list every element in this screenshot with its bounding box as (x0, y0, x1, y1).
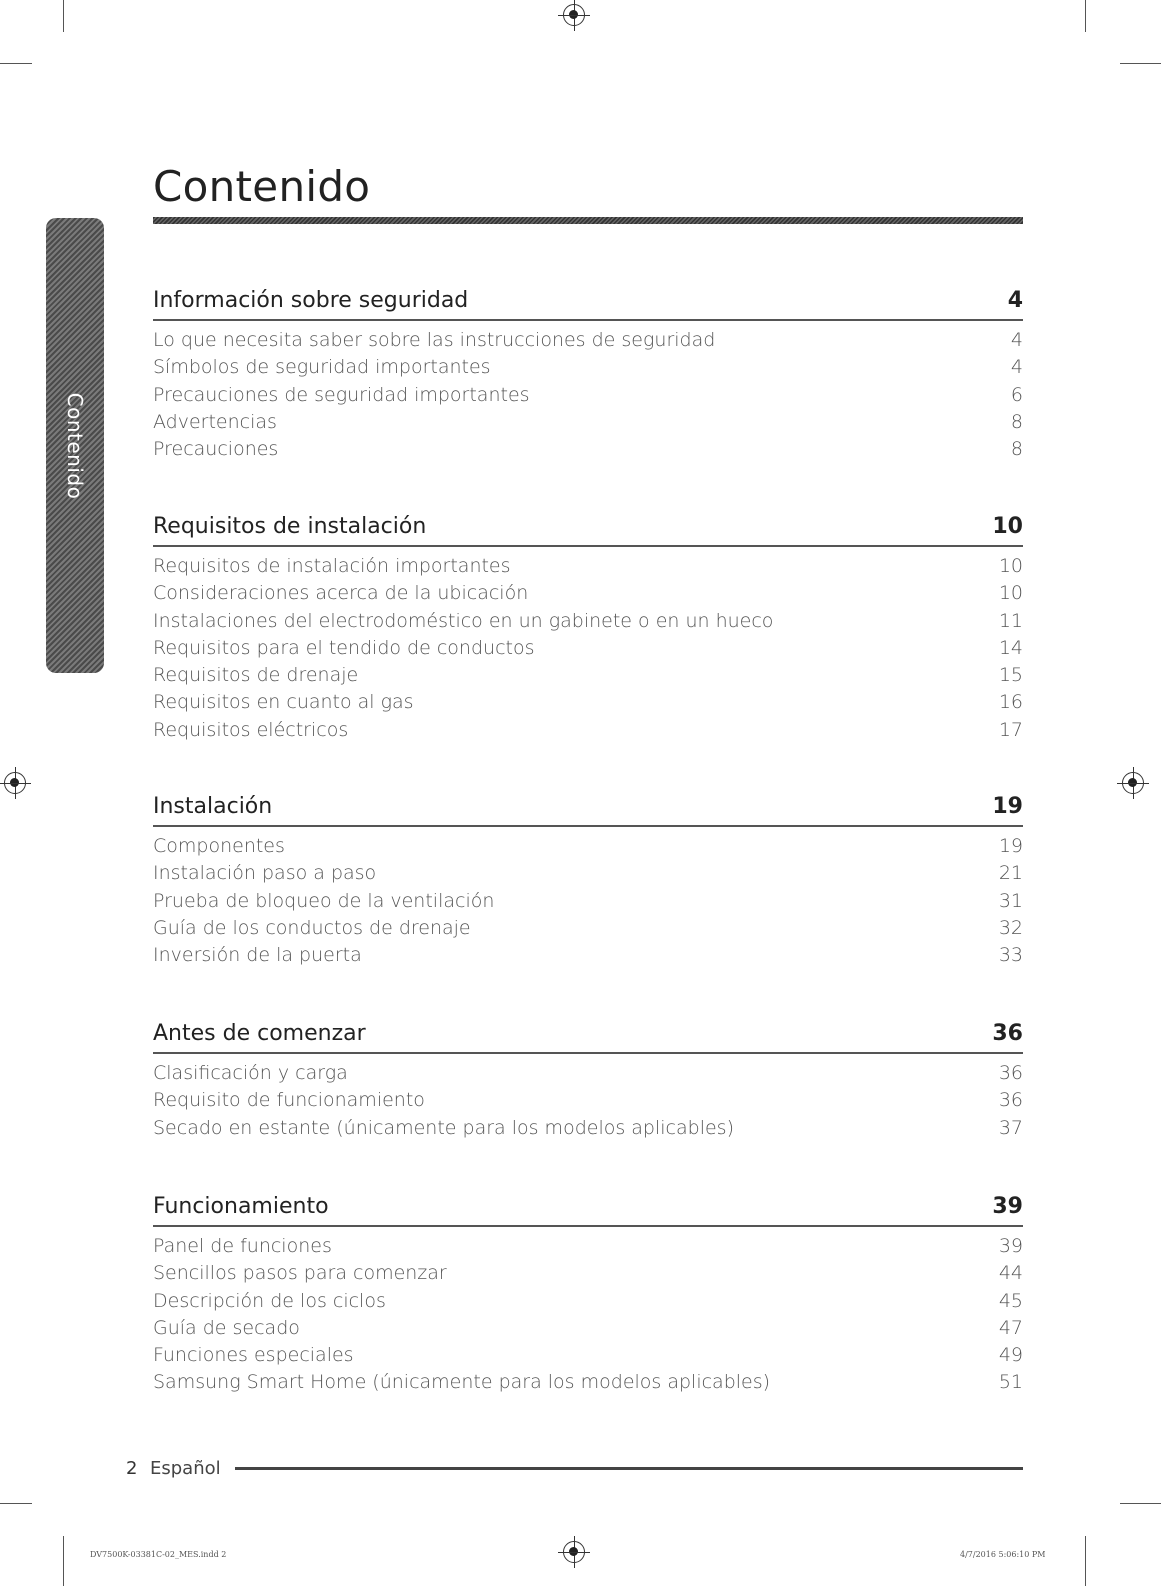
page-footer (126, 1458, 1023, 1479)
toc-entry[interactable] (153, 580, 1023, 607)
entry-label: Símbolos de seguridad importantes (153, 356, 491, 379)
section-title: Requisitos de instalación (153, 514, 427, 539)
entry-page: 4 (1010, 329, 1023, 351)
entry-page: 17 (998, 718, 1023, 741)
entry-label: Consideraciones acerca de la ubicación (153, 582, 529, 605)
toc-entry[interactable] (153, 1342, 1023, 1369)
entry-label: Lo que necesita saber sobre las instrucciones de seguridad (153, 329, 716, 351)
crop-mark (1085, 1536, 1086, 1586)
toc-entry[interactable] (153, 1369, 1023, 1396)
entry-page: 11 (998, 609, 1023, 632)
section-title: Antes de comenzar (153, 1021, 366, 1046)
entry-page: 19 (998, 835, 1023, 857)
toc-section-funcionamiento (153, 1192, 1023, 1397)
entry-page: 16 (998, 691, 1023, 714)
entry-page: 33 (998, 944, 1023, 967)
entry-page: 10 (998, 582, 1023, 605)
toc-entry[interactable] (153, 717, 1023, 744)
toc-entry[interactable] (153, 1233, 1023, 1260)
entry-label: Guía de los conductos de drenaje (153, 916, 471, 939)
section-page: 36 (992, 1021, 1023, 1046)
toc-entry[interactable] (153, 327, 1023, 354)
toc-entry[interactable] (153, 608, 1023, 635)
side-tab-label: Contenido (63, 392, 87, 499)
entry-label: Secado en estante (únicamente para los modelos aplicables) (153, 1116, 734, 1139)
crop-mark (63, 0, 64, 32)
entry-page: 4 (1010, 356, 1023, 379)
entry-label: Requisitos de drenaje (153, 664, 359, 687)
crop-mark (1120, 63, 1161, 64)
title-rule (153, 217, 1023, 224)
toc-section-requisitos (153, 512, 1023, 744)
entry-label: Funciones especiales (153, 1344, 354, 1367)
entry-page: 36 (998, 1089, 1023, 1112)
toc-entry[interactable] (153, 382, 1023, 409)
crop-mark (63, 1536, 64, 1586)
toc-entry[interactable] (153, 409, 1023, 436)
entry-label: Precauciones (153, 438, 279, 461)
entry-page: 21 (998, 862, 1023, 885)
entry-page: 8 (1010, 438, 1023, 461)
entry-page: 39 (998, 1235, 1023, 1257)
entry-label: Componentes (153, 835, 285, 857)
section-header[interactable] (153, 1019, 1023, 1054)
entry-label: Requisitos para el tendido de conductos (153, 636, 535, 659)
entry-page: 6 (1010, 383, 1023, 406)
entry-label: Requisito de funcionamiento (153, 1089, 425, 1112)
entry-label: Instalaciones del electrodoméstico en un gabinete o en un hueco (153, 609, 774, 632)
toc-entry[interactable] (153, 1087, 1023, 1114)
toc-entry[interactable] (153, 1115, 1023, 1142)
section-header[interactable] (153, 792, 1023, 827)
entry-page: 8 (1010, 410, 1023, 433)
entry-label: Advertencias (153, 410, 277, 433)
print-slug-file: DV7500K-03381C-02_MES.indd 2 (90, 1550, 227, 1559)
toc-entry[interactable] (153, 942, 1023, 969)
registration-mark-icon (563, 1541, 585, 1563)
entry-label: Inversión de la puerta (153, 944, 362, 967)
print-slug-timestamp: 4/7/2016 5:06:10 PM (960, 1550, 1046, 1559)
entry-label: Guía de secado (153, 1316, 300, 1339)
toc-entry[interactable] (153, 635, 1023, 662)
section-header[interactable] (153, 1192, 1023, 1227)
section-page: 4 (1007, 288, 1023, 313)
crop-mark (1120, 1503, 1161, 1504)
footer-rule (235, 1467, 1023, 1470)
toc-entry[interactable] (153, 888, 1023, 915)
entry-page: 47 (998, 1316, 1023, 1339)
page-number: 2 (126, 1458, 138, 1479)
entry-page: 49 (998, 1344, 1023, 1367)
toc-entry[interactable] (153, 436, 1023, 463)
crop-mark (0, 63, 32, 64)
entry-page: 15 (998, 664, 1023, 687)
section-title: Información sobre seguridad (153, 288, 469, 313)
footer-language: Español (150, 1458, 221, 1479)
entry-page: 14 (998, 636, 1023, 659)
section-title: Funcionamiento (153, 1194, 329, 1219)
entry-page: 44 (998, 1262, 1023, 1285)
entry-label: Instalación paso a paso (153, 862, 377, 885)
entry-label: Prueba de bloqueo de la ventilación (153, 889, 495, 912)
section-header[interactable] (153, 286, 1023, 321)
toc-entry[interactable] (153, 915, 1023, 942)
entry-page: 32 (998, 916, 1023, 939)
toc-entry[interactable] (153, 354, 1023, 381)
entry-label: Panel de funciones (153, 1235, 332, 1257)
toc-entry[interactable] (153, 689, 1023, 716)
entry-label: Requisitos eléctricos (153, 718, 349, 741)
entry-page: 51 (998, 1371, 1023, 1394)
entry-page: 31 (998, 889, 1023, 912)
entry-page: 45 (998, 1289, 1023, 1312)
entry-label: Descripción de los ciclos (153, 1289, 386, 1312)
toc-section-instalacion (153, 792, 1023, 969)
toc-section-antes (153, 1019, 1023, 1142)
toc-entry[interactable] (153, 1288, 1023, 1315)
toc-entry[interactable] (153, 1315, 1023, 1342)
entry-label: Requisitos en cuanto al gas (153, 691, 414, 714)
section-side-tab (46, 218, 104, 673)
entry-label: Sencillos pasos para comenzar (153, 1262, 447, 1285)
crop-mark (1085, 0, 1086, 32)
toc-entry[interactable] (153, 860, 1023, 887)
entry-label: Samsung Smart Home (únicamente para los modelos aplicables) (153, 1371, 771, 1394)
registration-mark-icon (4, 772, 26, 794)
toc-entry[interactable] (153, 553, 1023, 580)
entry-label: Precauciones de seguridad importantes (153, 383, 530, 406)
toc-entry[interactable] (153, 1060, 1023, 1087)
toc-entry[interactable] (153, 662, 1023, 689)
entry-page: 37 (998, 1116, 1023, 1139)
entry-label: Requisitos de instalación importantes (153, 555, 511, 577)
entry-page: 36 (998, 1062, 1023, 1084)
section-header[interactable] (153, 512, 1023, 547)
registration-mark-icon (1122, 772, 1144, 794)
crop-mark (0, 1503, 32, 1504)
registration-mark-icon (563, 4, 585, 26)
toc-entry[interactable] (153, 1260, 1023, 1287)
toc-entry[interactable] (153, 833, 1023, 860)
entry-label: Clasificación y carga (153, 1062, 348, 1084)
section-page: 39 (992, 1194, 1023, 1219)
page-title: Contenido (153, 162, 371, 211)
toc-section-seguridad (153, 286, 1023, 463)
section-title: Instalación (153, 794, 273, 819)
section-page: 19 (992, 794, 1023, 819)
entry-page: 10 (998, 555, 1023, 577)
section-page: 10 (992, 514, 1023, 539)
